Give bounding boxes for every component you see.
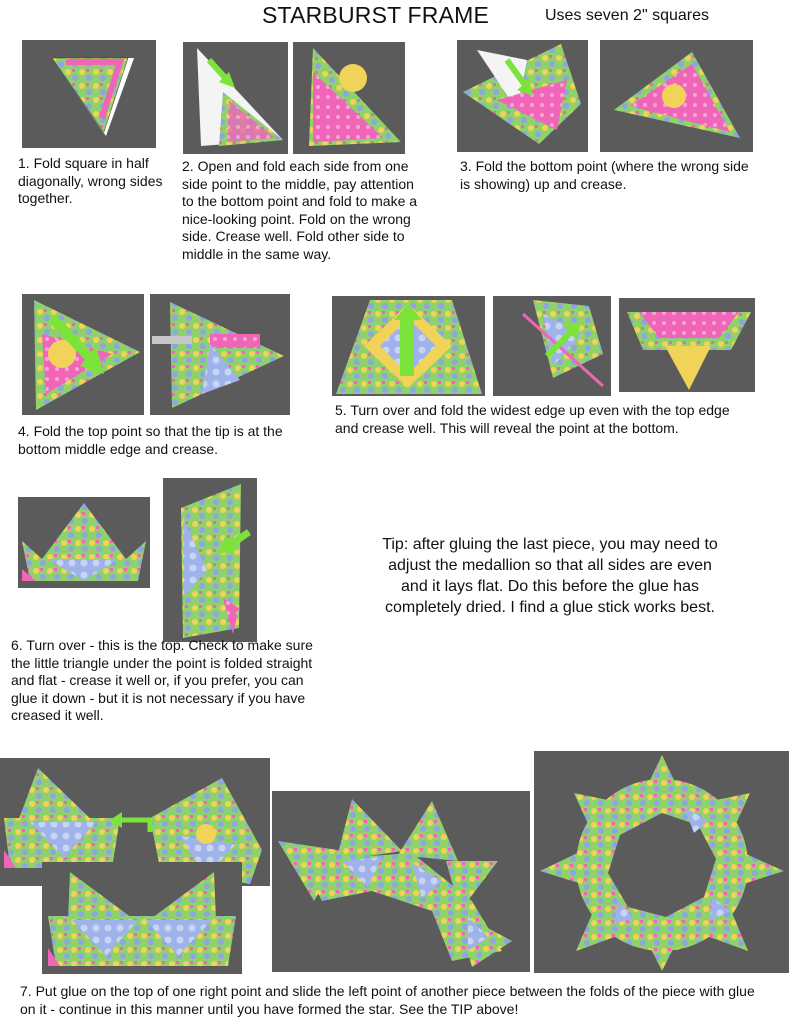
step-1-photo bbox=[22, 40, 156, 148]
step-4-photo-a bbox=[22, 294, 144, 415]
step-2-photo-a bbox=[183, 42, 288, 154]
step-3-caption: 3. Fold the bottom point (where the wrong side is showing) up and crease. bbox=[460, 158, 749, 192]
step-2-caption: 2. Open and fold each side from one side point to the middle, pay attention to the bottom point and fold to make a nice-looking point. Fold on the wrong side. Crease well. Fold other side to middle in the same way. bbox=[182, 158, 418, 262]
step-4-caption: 4. Fold the top point so that the tip is at the bottom middle edge and crease. bbox=[18, 423, 283, 457]
tip-note: Tip: after gluing the last piece, you may need to adjust the medallion so that all sides are even and it lays flat. Do this before the glue has completely dried. I find a glue stick works best. bbox=[382, 536, 718, 616]
step-6-photo-a bbox=[18, 497, 150, 588]
step-5-photo-a bbox=[332, 296, 485, 396]
step-3-photo-a bbox=[457, 40, 588, 152]
step-7-photo-b bbox=[42, 862, 242, 974]
step-7-photo-d bbox=[534, 751, 789, 973]
step-5-photo-c bbox=[619, 298, 755, 392]
step-5-caption: 5. Turn over and fold the widest edge up even with the top edge and crease well. This will reveal the point at the bottom. bbox=[335, 402, 730, 436]
step-7-caption: 7. Put glue on the top of one right point and slide the left point of another piece between the folds of the piece with glue on it - continue in this manner until you have formed the star. See the TIP above! bbox=[20, 983, 755, 1017]
step-1-caption: 1. Fold square in half diagonally, wrong sides together. bbox=[18, 155, 163, 206]
step-2-photo-b bbox=[293, 42, 405, 154]
step-6-photo-b bbox=[163, 478, 257, 642]
step-4-photo-b bbox=[150, 294, 290, 415]
step-6-caption: 6. Turn over - this is the top. Check to make sure the little triangle under the point is folded straight and flat - crease it well or, if you prefer, you can glue it down - but it is not necessary if you have creased it well. bbox=[11, 637, 313, 723]
step-3-photo-b bbox=[600, 40, 753, 152]
step-5-photo-b bbox=[493, 296, 611, 396]
page-title: STARBURST FRAME bbox=[262, 2, 490, 28]
page-subtitle: Uses seven 2" squares bbox=[545, 7, 709, 24]
step-7-photo-c bbox=[272, 791, 530, 972]
